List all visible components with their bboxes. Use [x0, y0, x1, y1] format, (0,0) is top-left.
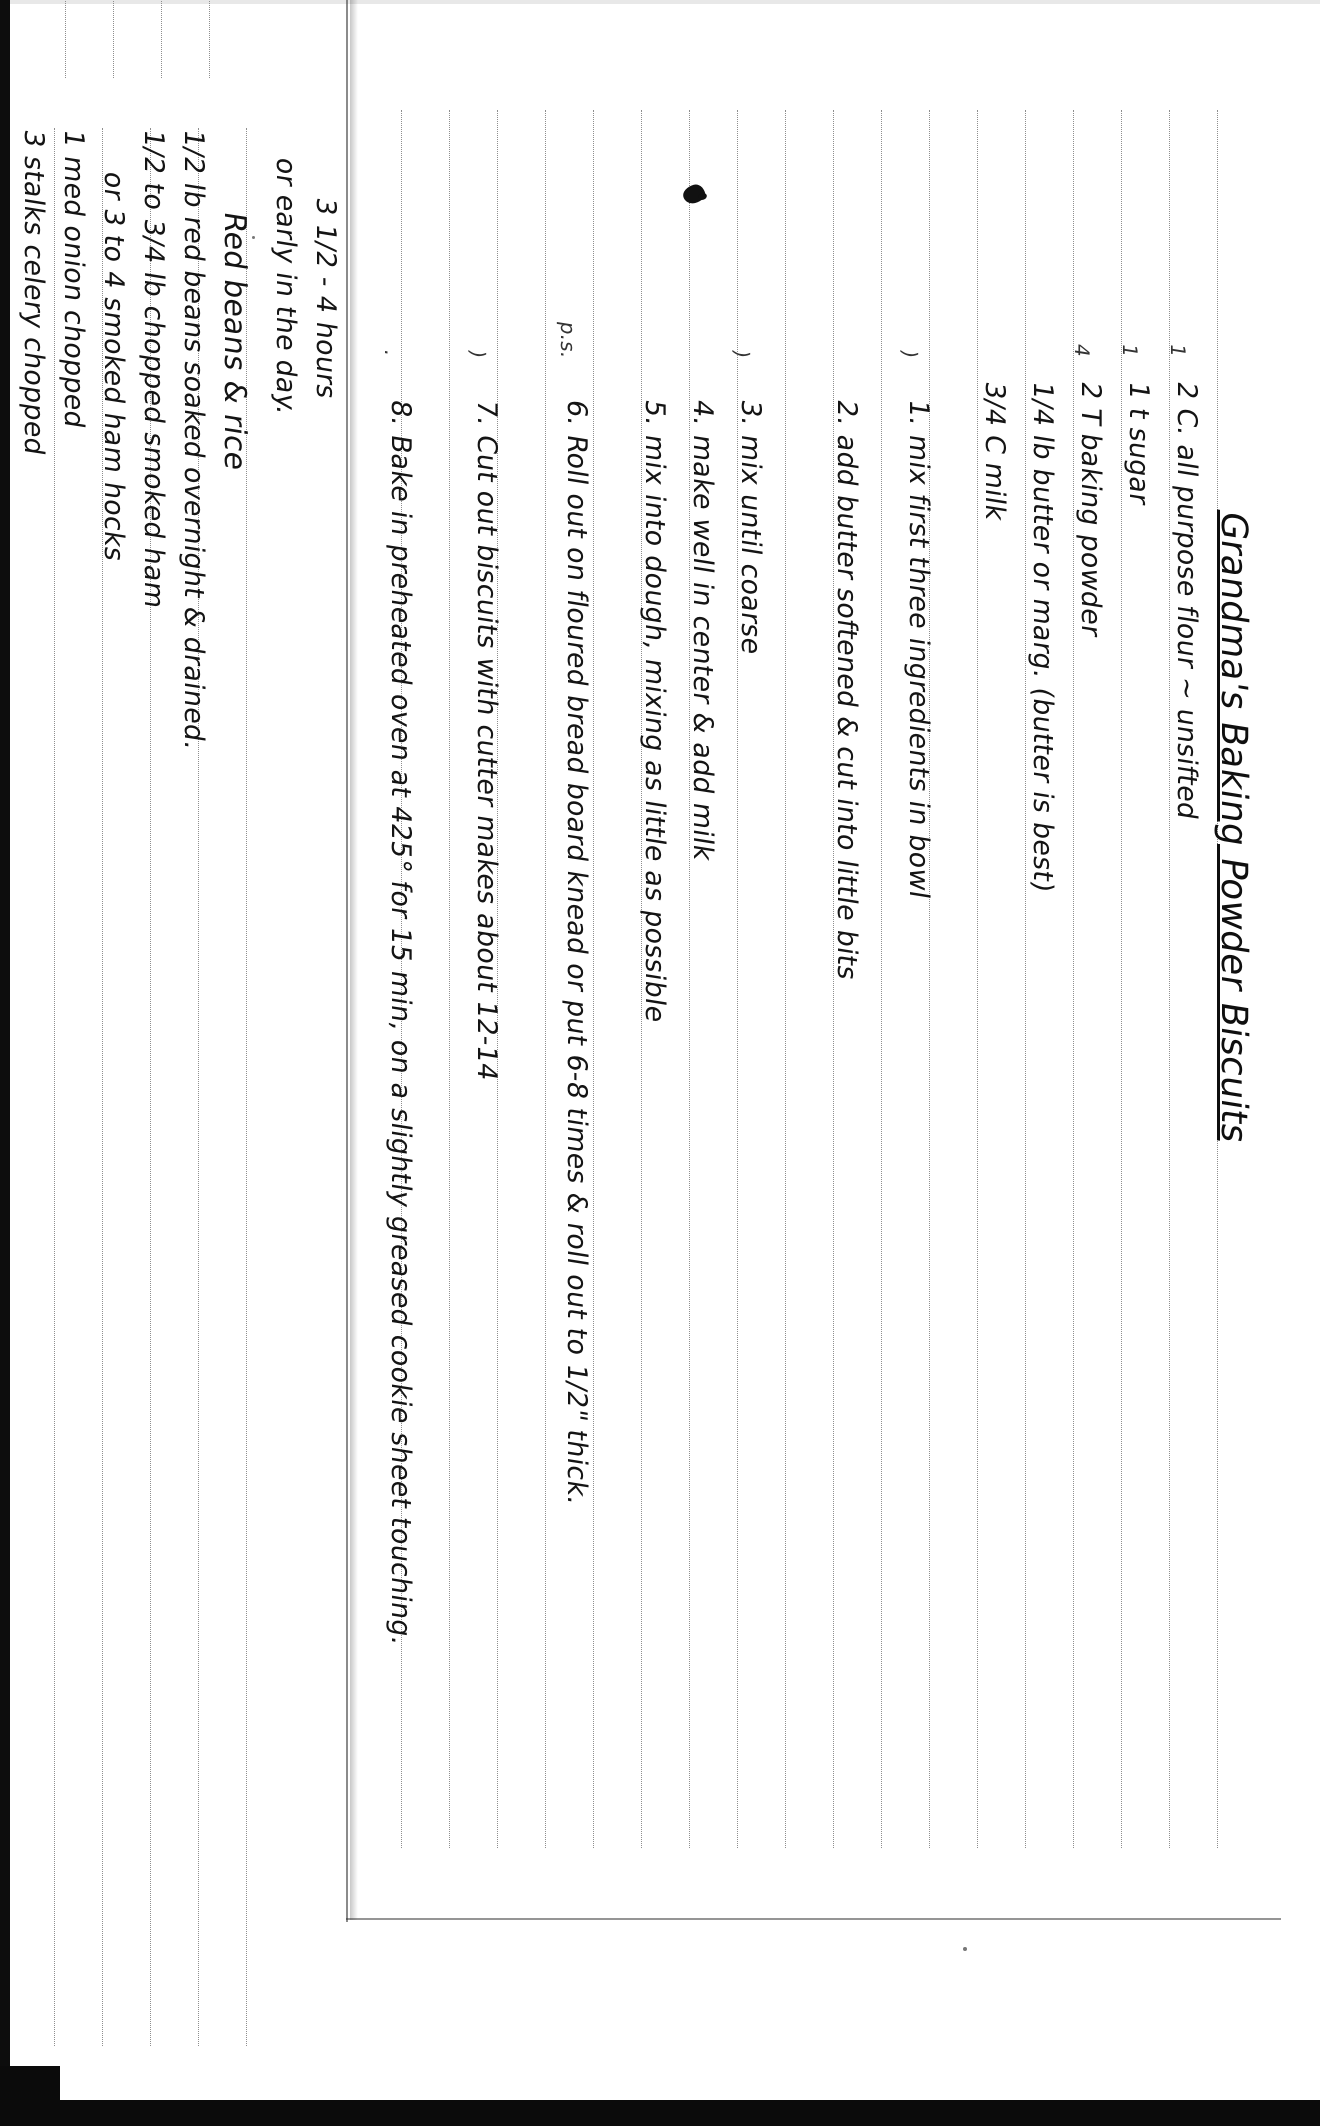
biscuits-step-3: 3. mix until coarse	[735, 397, 766, 658]
beans-ingredient-3: 1 med onion chopped	[58, 127, 89, 431]
recipe-card-biscuits	[365, 82, 1270, 1862]
scan-speck	[252, 236, 255, 239]
beans-title: Red beans & rice	[217, 209, 252, 474]
ruled-lines-beans-body	[10, 0, 350, 118]
beans-ingredient-2: or 3 to 4 smoked ham hocks	[98, 169, 129, 564]
biscuits-ingredient-0: 2 C. all purpose flour ~ unsifted	[1171, 379, 1202, 822]
biscuits-step-mark-5: p.s.	[556, 320, 580, 361]
biscuits-ingredient-1: 1 t sugar	[1123, 379, 1154, 508]
beans-heading-hours: 3 1/2 - 4 hours	[310, 195, 341, 402]
biscuits-step-mark-2: )	[730, 348, 754, 360]
beans-ingredient-4: 3 stalks celery chopped	[18, 127, 49, 458]
biscuits-step-1: 1. mix first three ingredients in bowl	[903, 397, 934, 902]
biscuits-step-7: 7. Cut out biscuits with cutter makes about 12-14	[471, 397, 502, 1083]
biscuits-step-mark-7: .	[380, 348, 404, 359]
biscuits-step-5: 5. mix into dough, mixing as little as possible	[639, 397, 670, 1025]
biscuits-ingredient-4: 3/4 C milk	[979, 379, 1010, 523]
biscuits-step-2: 2. add butter softened & cut into little bits	[831, 397, 862, 983]
scan-speck	[963, 1947, 967, 1951]
card-divider-shadow	[350, 0, 358, 1920]
biscuits-ingredient-2: 2 T baking powder	[1075, 379, 1106, 639]
biscuits-step-8: 8. Bake in preheated oven at 425° for 15 min, on a slightly greased cookie sheet touching.	[385, 397, 416, 1649]
beans-column	[0, 0, 350, 2126]
beans-ingredient-1: 1/2 to 3/4 lb chopped smoked ham	[138, 127, 169, 611]
biscuits-step-mark-6: )	[466, 348, 490, 360]
biscuits-ingredient-3: 1/4 lb butter or marg. (butter is best)	[1027, 379, 1058, 895]
biscuits-step-4: 4. make well in center & add milk	[687, 397, 718, 864]
beans-ingredient-0: 1/2 lb red beans soaked overnight & drained.	[178, 127, 209, 753]
biscuits-ingredient-mark-1: 1	[1118, 342, 1142, 359]
card-divider-edge	[346, 0, 348, 1922]
card-bottom-edge	[346, 1918, 1281, 1920]
biscuits-ingredient-mark-0: 1	[1166, 342, 1190, 359]
beans-heading-sub: or early in the day.	[270, 155, 301, 418]
biscuits-step-mark-0: )	[898, 348, 922, 360]
biscuits-ingredient-mark-2: 4	[1070, 342, 1094, 359]
biscuits-title: Grandma's Baking Powder Biscuits	[1213, 508, 1254, 1147]
biscuits-step-6: 6. Roll out on floured bread board knead or put 6-8 times & roll out to 1/2" thick.	[561, 397, 592, 1508]
